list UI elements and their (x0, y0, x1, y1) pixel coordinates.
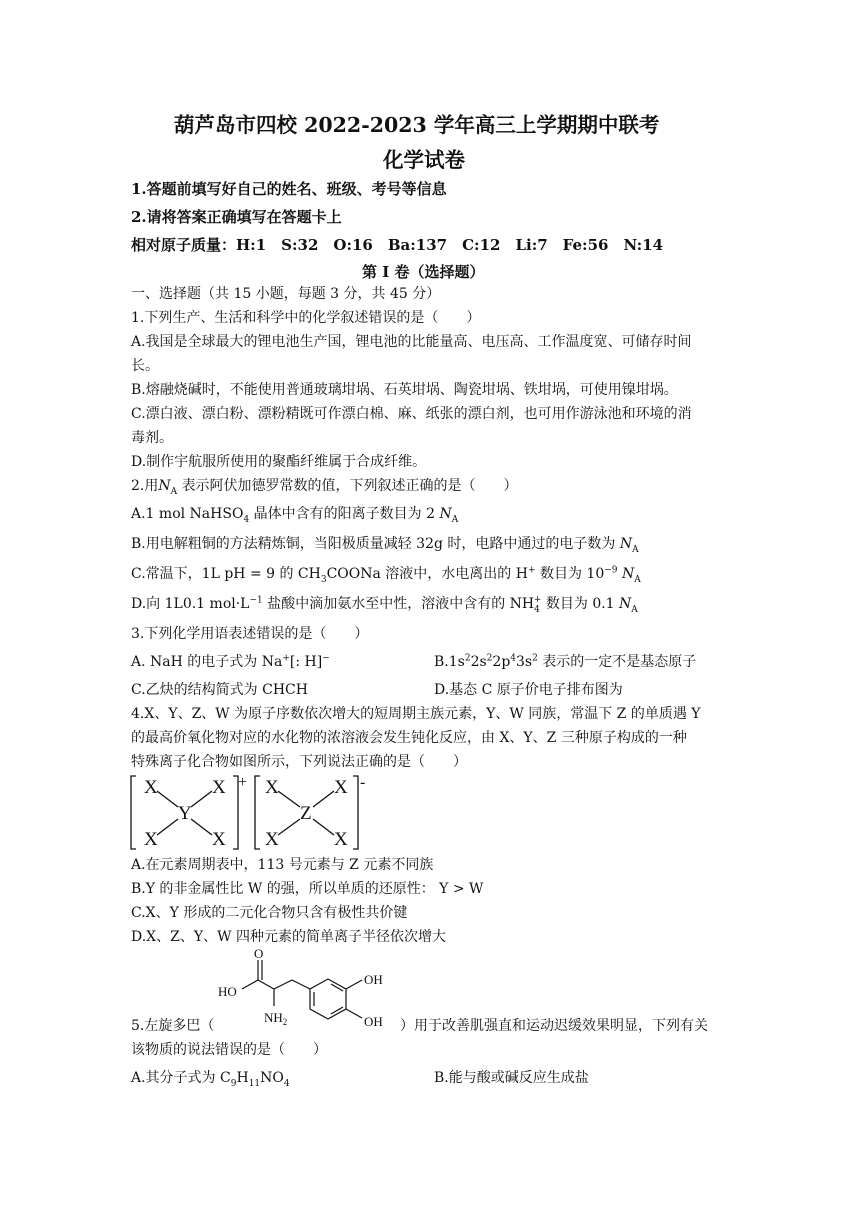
q5-stem-part-2: ）用于改善肌强直和运动迟缓效果明显，下列有关 (400, 1018, 708, 1034)
atom-x: X (334, 777, 348, 798)
q2-option-c: C.常温下，1L pH = 9 的 $CH_3COONa$ 溶液中，水电离出的 H+ 数目为 $10^{-9}$ $N_A$ (131, 565, 641, 585)
atom-x: X (212, 829, 226, 850)
q3-stem: 3.下列化学用语表述错误的是（ ） (131, 626, 369, 642)
q1-option-c: C.漂白液、漂白粉、漂粉精既可作漂白棉、麻、纸张的漂白剂，也可用作游泳池和环境的消 (131, 406, 692, 422)
q1-option-c-cont: 毒剂。 (131, 430, 173, 446)
atom-x: X (144, 777, 158, 798)
q2-stem: 2.用$N_A$ 表示阿伏加德罗常数的值，下列叙述正确的是（ ） (131, 478, 518, 497)
charge-minus: - (360, 774, 366, 791)
q4-stem-line-3: 特殊离子化合物如图所示，下列说法正确的是（ ） (131, 754, 467, 770)
charge-plus: + (238, 774, 248, 791)
q5-option-b: B.能与酸或碱反应生成盐 (434, 1070, 589, 1086)
q1-option-d: D.制作宇航服所使用的聚酯纤维属于合成纤维。 (131, 454, 427, 470)
q4-option-b: B.Y 的非金属性比 W 的强，所以单质的还原性： Y > W (131, 881, 484, 897)
q4-stem-line-1: 4.X、Y、Z、W 为原子序数依次增大的短周期主族元素，Y、W 同族，常温下 Z 的单质遇 Y (131, 706, 701, 722)
amine-label: $NH_2$ (264, 1010, 288, 1027)
levodopa-structure (212, 946, 402, 1036)
q3-option-a: A. NaH 的电子式为 Na+[: H]− (131, 653, 330, 670)
q4-option-d: D.X、Z、Y、W 四种元素的简单离子半径依次增大 (131, 929, 446, 945)
atom-z: Z (300, 803, 312, 824)
note-1: 1.答题前填写好自己的姓名、班级、考号等信息 (131, 180, 447, 198)
atom-x: X (144, 829, 158, 850)
atomic-mass-line: 相对原子质量：H:1 S:32 O:16 Ba:137 C:12 Li:7 Fe:56 N:14 (131, 236, 664, 254)
q2-option-a: A.1 mol NaHSO$_4$ 晶体中含有的阳离子数目为 2 $N_A$ (131, 506, 459, 525)
phenol-oh-bottom: OH (364, 1014, 383, 1029)
q5-option-a: A.其分子式为 $C_9H_{11}NO_4$ (131, 1070, 290, 1089)
hydroxyl-label: HO (218, 984, 237, 999)
atom-y: Y (178, 803, 192, 824)
q1-option-a: A.我国是全球最大的锂电池生产国，锂电池的比能量高、电压高、工作温度宽、可储存时间 (131, 334, 692, 350)
atom-x: X (265, 829, 279, 850)
carbonyl-oxygen: O (254, 946, 264, 961)
q1-option-b: B.熔融烧碱时，不能使用普通玻璃坩埚、石英坩埚、陶瓷坩埚、铁坩埚，可使用镍坩埚。 (131, 382, 678, 398)
atom-x: X (334, 829, 348, 850)
q1-option-a-cont: 长。 (131, 358, 159, 374)
exam-subtitle: 化学试卷 (383, 148, 465, 172)
q5-stem-part-1: 5.左旋多巴（ (131, 1018, 215, 1034)
q3-option-d: D.基态 C 原子价电子排布图为 (434, 682, 623, 698)
q4-option-c: C.X、Y 形成的二元化合物只含有极性共价键 (131, 905, 408, 921)
q3-option-c: C.乙炔的结构简式为 CHCH (131, 682, 308, 698)
ionic-compound-diagram (128, 773, 368, 853)
phenol-oh-top: OH (364, 972, 383, 987)
q3-option-b: $B.1s^22s^22p^43s^2$ 表示的一定不是基态原子 (434, 653, 697, 670)
atom-x: X (265, 777, 279, 798)
section-title: 第 I 卷（选择题） (362, 263, 485, 281)
q5-stem-line-2: 该物质的说法错误的是（ ） (131, 1042, 327, 1058)
q2-option-d: D.向 1L0.1 $mol\cdot L^{-1}$ 盐酸中滴加氨水至中性，溶液中含有的 $NH_4^+$ 数目为 0.1 $N_A$ (131, 595, 638, 615)
q4-option-a: A.在元素周期表中，113 号元素与 Z 元素不同族 (131, 857, 434, 873)
exam-title: 葫芦岛市四校 2022-2023 学年高三上学期期中联考 (174, 113, 660, 137)
note-2: 2.请将答案正确填写在答题卡上 (131, 208, 342, 226)
atom-x: X (212, 777, 226, 798)
q1-stem: 1.下列生产、生活和科学中的化学叙述错误的是（ ） (131, 310, 481, 326)
q4-stem-line-2: 的最高价氧化物对应的水化物的浓溶液会发生钝化反应，由 X、Y、Z 三种原子构成的一种 (131, 730, 687, 746)
q2-option-b: B.用电解粗铜的方法精炼铜，当阳极质量减轻 32g 时，电路中通过的电子数为 $N_A$ (131, 536, 639, 555)
part-heading: 一、选择题（共 15 小题，每题 3 分，共 45 分） (131, 286, 441, 302)
